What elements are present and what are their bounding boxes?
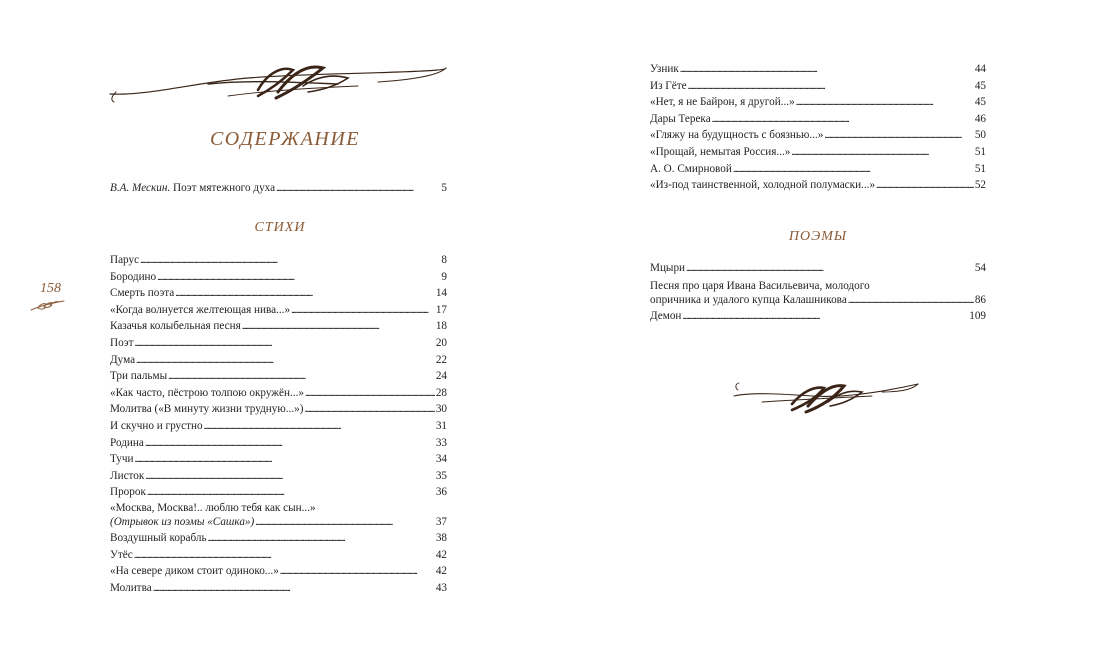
toc-entry[interactable] (110, 352, 447, 369)
toc-entry-title: «Нет, я не Байрон, я другой...» (650, 96, 795, 109)
toc-entry-title: Демон (650, 309, 682, 322)
toc-entry-page: 34 (435, 453, 447, 466)
toc-entry[interactable] (110, 451, 447, 468)
toc-entry-title: И скучно и грустно (110, 419, 203, 432)
toc-entry[interactable] (110, 547, 447, 564)
toc-entry-title: Молитва («В минуту жизни трудную...») (110, 403, 304, 416)
toc-entry-title-line2: опричника и удалого купца Калашникова (650, 293, 847, 306)
toc-entry-page: 45 (974, 96, 986, 109)
toc-entry-page: 42 (435, 565, 447, 578)
toc-entry-title: Воздушный корабль (110, 531, 207, 544)
toc-right-column (650, 61, 986, 194)
toc-entry-page: 18 (435, 320, 447, 333)
toc-entry[interactable] (110, 385, 447, 402)
intro-page: 5 (441, 182, 447, 194)
toc-entry[interactable] (650, 61, 986, 78)
toc-entry-title: Мцыри (650, 262, 686, 274)
toc-entry[interactable] (110, 401, 447, 418)
toc-entry-page: 8 (441, 254, 447, 266)
toc-entry-title: Тучи (110, 453, 134, 466)
toc-entry[interactable] (650, 177, 986, 194)
toc-entry-moscow[interactable] (110, 501, 447, 530)
toc-entry-page: 86 (974, 293, 986, 306)
toc-entry-title: Дары Терека (650, 112, 711, 125)
toc-entry[interactable] (650, 111, 986, 128)
toc-entry-page: 52 (974, 179, 986, 192)
page-number: 158 (40, 281, 61, 296)
toc-entry-page: 17 (435, 303, 447, 316)
toc-entry-page: 24 (435, 370, 447, 383)
toc-entry[interactable] (110, 252, 447, 269)
intro-entry[interactable] (110, 180, 447, 197)
toc-entry-title: «На севере диком стоит одиноко...» (110, 565, 279, 578)
toc-entry-title: Песня про царя Ивана Васильевича, молодого (650, 279, 870, 292)
toc-entry[interactable] (650, 161, 986, 178)
toc-entry-pesnya[interactable] (650, 279, 986, 308)
toc-entry-title: Смерть поэта (110, 287, 175, 300)
toc-entry-page: 28 (435, 386, 447, 399)
toc-entry[interactable] (110, 580, 447, 597)
toc-entry-title: Дума (110, 353, 136, 366)
toc-entry[interactable] (110, 285, 447, 302)
toc-entry-page: 109 (969, 309, 986, 322)
toc-entry-page: 42 (435, 548, 447, 561)
toc-entry-title: Листок (110, 469, 145, 482)
toc-entry-page: 50 (974, 129, 986, 142)
toc-entry-title: Три пальмы (110, 370, 168, 383)
toc-entry-title: Пророк (110, 486, 146, 499)
toc-entry-title: Из Гёте (650, 79, 687, 92)
flourish-ornament-bottom (732, 378, 922, 416)
toc-entry-page: 37 (435, 515, 447, 528)
toc-entry-title: «Гляжу на будущность с боязнью...» (650, 129, 824, 142)
toc-entry-title: А. О. Смирновой (650, 162, 732, 175)
toc-entry-demon[interactable] (650, 308, 986, 325)
toc-entry-page: 30 (435, 403, 447, 416)
toc-entry-title: Родина (110, 436, 144, 449)
toc-entry-title: «Прощай, немытая Россия...» (650, 145, 791, 158)
toc-entry[interactable] (110, 530, 447, 547)
toc-entry[interactable] (650, 78, 986, 95)
toc-entry-page: 44 (974, 63, 986, 75)
toc-entry-title: «Москва, Москва!.. люблю тебя как сын...» (110, 501, 316, 514)
toc-entry[interactable] (110, 468, 447, 485)
toc-entry-page: 51 (974, 145, 986, 158)
toc-entry-page: 35 (435, 469, 447, 482)
toc-entry-page: 51 (974, 162, 986, 175)
toc-entry-title: Утёс (110, 548, 133, 561)
toc-entry[interactable] (110, 484, 447, 501)
toc-entry-title: «Когда волнуется желтеющая нива...» (110, 303, 291, 316)
toc-entry-mtsyri[interactable] (650, 260, 986, 277)
toc-entry[interactable] (650, 127, 986, 144)
section-heading-long-poems: ПОЭМЫ (788, 229, 848, 244)
toc-entry-title: «Как часто, пёстрою толпою окружён...» (110, 386, 304, 399)
toc-entry-subtitle: (Отрывок из поэмы «Сашка») (110, 515, 255, 528)
toc-entry[interactable] (110, 418, 447, 435)
toc-entry-page: 36 (435, 486, 447, 499)
toc-entry-page: 54 (974, 262, 986, 274)
toc-entry-title: Поэт (110, 336, 134, 349)
toc-entry-page: 43 (435, 581, 447, 594)
toc-entry-page: 33 (435, 436, 447, 449)
toc-entry[interactable] (110, 563, 447, 580)
toc-entry-title: «Из-под таинственной, холодной полумаски...» (650, 179, 876, 192)
section-heading-poems: СТИХИ (254, 220, 306, 235)
leaf-ornament (30, 298, 66, 317)
toc-entry-page: 14 (435, 287, 447, 300)
toc-entry-page: 22 (435, 353, 447, 366)
toc-entry-title: Молитва (110, 581, 152, 594)
toc-entry-page: 20 (435, 336, 447, 349)
toc-entry[interactable] (110, 302, 447, 319)
toc-entry[interactable] (110, 269, 447, 286)
toc-entry[interactable] (110, 368, 447, 385)
flourish-ornament-top (108, 62, 450, 104)
toc-entry-page: 38 (435, 531, 447, 544)
toc-entry[interactable] (650, 144, 986, 161)
toc-entry-page: 31 (435, 419, 447, 432)
toc-entry-title: Узник (650, 63, 679, 75)
intro-title: Поэт мятежного духа (170, 182, 276, 194)
toc-entry[interactable] (110, 335, 447, 352)
page-title: СОДЕРЖАНИЕ (209, 128, 361, 150)
toc-entry[interactable] (110, 318, 447, 335)
toc-entry-page: 46 (974, 112, 986, 125)
toc-left-column (110, 252, 447, 596)
toc-long-poems (650, 260, 986, 324)
toc-entry[interactable] (650, 94, 986, 111)
intro-author: В.А. Мескин. (110, 182, 171, 194)
toc-entry-title: Парус (110, 254, 140, 266)
toc-entry[interactable] (110, 435, 447, 452)
toc-entry-page: 9 (441, 270, 447, 283)
toc-entry-page: 45 (974, 79, 986, 92)
toc-entry-title: Казачья колыбельная песня (110, 320, 241, 333)
toc-entry-title: Бородино (110, 270, 157, 283)
